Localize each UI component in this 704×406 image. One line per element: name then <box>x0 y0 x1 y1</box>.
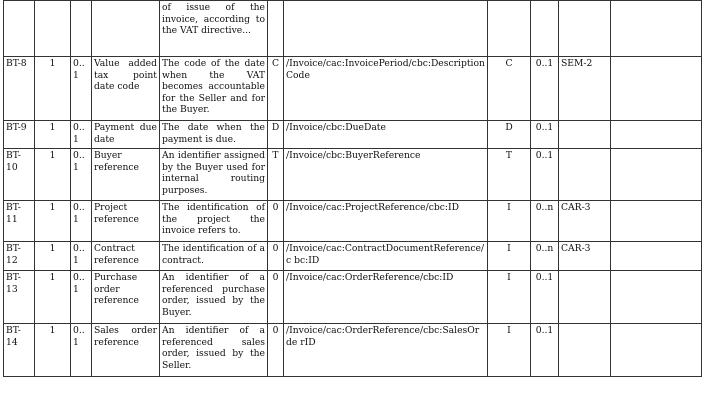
level-cell <box>35 1 71 57</box>
rule-cell: CAR-3 <box>559 201 611 242</box>
syntax-card-cell: 0..1 <box>531 324 559 377</box>
syntax-card-cell: 0..n <box>531 242 559 271</box>
cardinality-cell: 0..1 <box>71 201 92 242</box>
path-cell: /Invoice/cbc:BuyerReference <box>284 149 488 201</box>
id-cell <box>4 1 35 57</box>
term-cell: Purchase order reference <box>92 271 160 324</box>
term-cell: Contract reference <box>92 242 160 271</box>
cardinality-cell: 0..1 <box>71 324 92 377</box>
path-cell: /Invoice/cac:OrderReference/cbc:SalesOrde rID <box>284 324 488 377</box>
syntax-card-cell: 0..1 <box>531 271 559 324</box>
level-cell: 1 <box>35 324 71 377</box>
remarks-cell <box>611 242 702 271</box>
id-cell: BT-13 <box>4 271 35 324</box>
term-cell: Value added tax point date code <box>92 57 160 121</box>
rule-cell <box>559 1 611 57</box>
syntax-type-cell <box>488 1 531 57</box>
description-cell: The code of the date when the VAT becomes accountable for the Seller and for the Buyer. <box>160 57 268 121</box>
table-row <box>4 201 702 242</box>
syntax-card-cell: 0..1 <box>531 121 559 149</box>
path-cell: /Invoice/cac:ContractDocumentReference/c bc:ID <box>284 242 488 271</box>
remarks-cell <box>611 121 702 149</box>
syntax-type-cell: C <box>488 57 531 121</box>
cardinality-cell: 0..1 <box>71 149 92 201</box>
level-cell: 1 <box>35 57 71 121</box>
remarks-cell <box>611 324 702 377</box>
table-row <box>4 149 702 201</box>
id-cell: BT-9 <box>4 121 35 149</box>
description-cell: The identification of a contract. <box>160 242 268 271</box>
syntax-card-cell <box>531 1 559 57</box>
rule-cell: SEM-2 <box>559 57 611 121</box>
term-cell: Payment due date <box>92 121 160 149</box>
table-row <box>4 271 702 324</box>
table-row <box>4 324 702 377</box>
level-cell: 1 <box>35 201 71 242</box>
syntax-card-cell: 0..1 <box>531 57 559 121</box>
remarks-cell <box>611 149 702 201</box>
type-cell: 0 <box>268 242 284 271</box>
cardinality-cell: 0..1 <box>71 242 92 271</box>
type-cell: 0 <box>268 324 284 377</box>
description-cell: The identification of the project the invoice refers to. <box>160 201 268 242</box>
type-cell <box>268 1 284 57</box>
type-cell: 0 <box>268 201 284 242</box>
rule-cell <box>559 324 611 377</box>
syntax-type-cell: I <box>488 201 531 242</box>
type-cell: 0 <box>268 271 284 324</box>
rule-cell <box>559 149 611 201</box>
id-cell: BT-11 <box>4 201 35 242</box>
path-cell: /Invoice/cac:InvoicePeriod/cbc:Description Code <box>284 57 488 121</box>
semantic-mapping-table <box>3 0 702 377</box>
table-row <box>4 242 702 271</box>
id-cell: BT-12 <box>4 242 35 271</box>
remarks-cell <box>611 271 702 324</box>
description-cell: An identifier assigned by the Buyer used for internal routing purposes. <box>160 149 268 201</box>
type-cell: D <box>268 121 284 149</box>
remarks-cell <box>611 1 702 57</box>
term-cell: Project reference <box>92 201 160 242</box>
cardinality-cell: 0..1 <box>71 57 92 121</box>
id-cell: BT-10 <box>4 149 35 201</box>
id-cell: BT-14 <box>4 324 35 377</box>
syntax-type-cell: I <box>488 324 531 377</box>
term-cell <box>92 1 160 57</box>
path-cell <box>284 1 488 57</box>
syntax-type-cell: I <box>488 242 531 271</box>
rule-cell <box>559 121 611 149</box>
syntax-type-cell: T <box>488 149 531 201</box>
rule-cell: CAR-3 <box>559 242 611 271</box>
syntax-card-cell: 0..1 <box>531 149 559 201</box>
syntax-type-cell: I <box>488 271 531 324</box>
remarks-cell <box>611 201 702 242</box>
term-cell: Buyer reference <box>92 149 160 201</box>
level-cell: 1 <box>35 149 71 201</box>
cardinality-cell <box>71 1 92 57</box>
path-cell: /Invoice/cbc:DueDate <box>284 121 488 149</box>
description-cell: of issue of the invoice, according to the VAT directive... <box>160 1 268 57</box>
remarks-cell <box>611 57 702 121</box>
description-cell: An identifier of a referenced purchase order, issued by the Buyer. <box>160 271 268 324</box>
description-cell: An identifier of a referenced sales order, issued by the Seller. <box>160 324 268 377</box>
level-cell: 1 <box>35 121 71 149</box>
syntax-card-cell: 0..n <box>531 201 559 242</box>
cardinality-cell: 0..1 <box>71 271 92 324</box>
id-cell: BT-8 <box>4 57 35 121</box>
type-cell: C <box>268 57 284 121</box>
term-cell: Sales order reference <box>92 324 160 377</box>
rule-cell <box>559 271 611 324</box>
type-cell: T <box>268 149 284 201</box>
table-row <box>4 121 702 149</box>
path-cell: /Invoice/cac:ProjectReference/cbc:ID <box>284 201 488 242</box>
syntax-type-cell: D <box>488 121 531 149</box>
table-row-continuation <box>4 1 702 57</box>
level-cell: 1 <box>35 242 71 271</box>
path-cell: /Invoice/cac:OrderReference/cbc:ID <box>284 271 488 324</box>
table-row <box>4 57 702 121</box>
level-cell: 1 <box>35 271 71 324</box>
cardinality-cell: 0..1 <box>71 121 92 149</box>
description-cell: The date when the payment is due. <box>160 121 268 149</box>
